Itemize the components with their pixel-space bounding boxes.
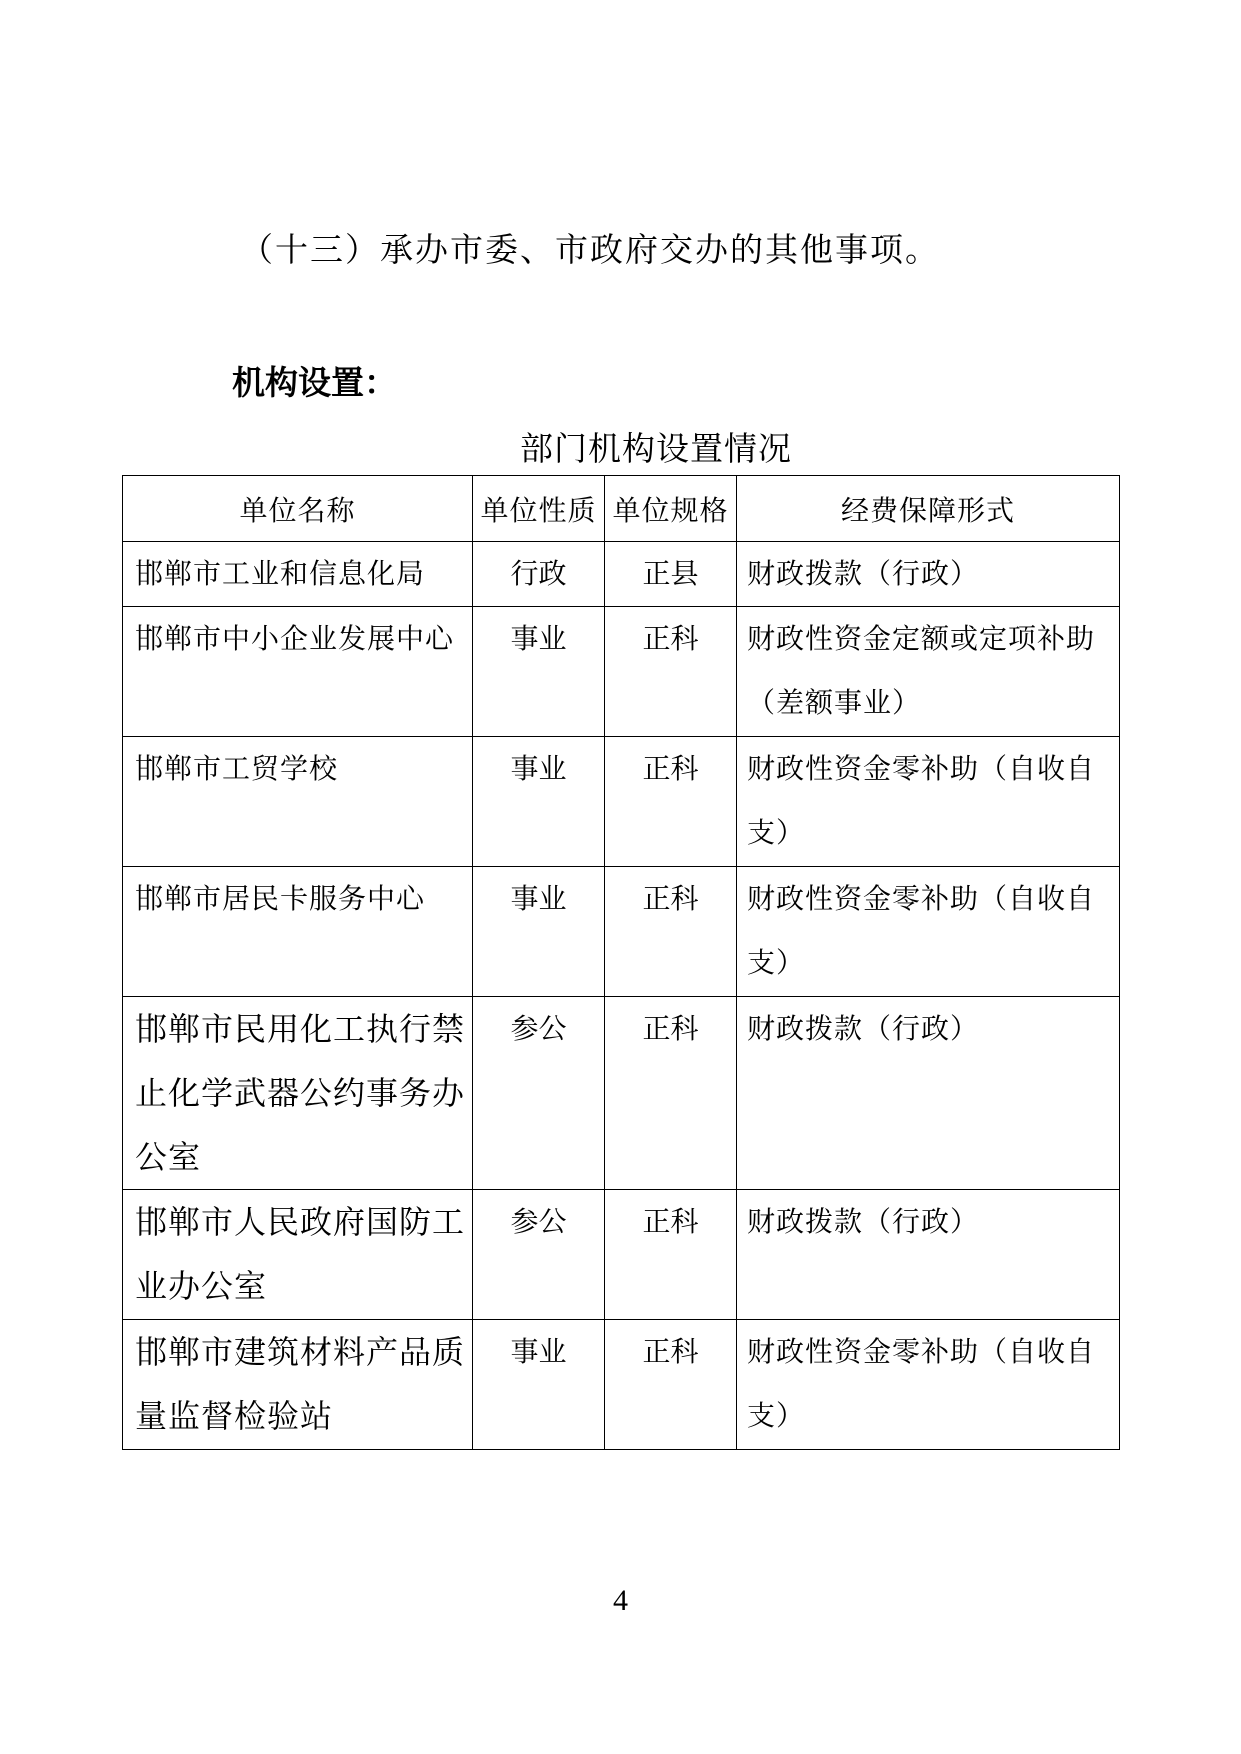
unit-name: 邯郸市民用化工执行禁止化学武器公约事务办公室 — [135, 1010, 466, 1176]
unit-level: 正科 — [642, 752, 699, 785]
unit-nature: 事业 — [510, 622, 567, 655]
unit-nature: 事业 — [510, 1335, 567, 1368]
header-unit-name: 单位名称 — [123, 476, 473, 542]
unit-level: 正科 — [642, 1012, 699, 1045]
table-row — [123, 1320, 1120, 1450]
unit-level: 正科 — [642, 882, 699, 915]
unit-nature: 参公 — [510, 1205, 567, 1238]
table-row — [123, 542, 1120, 607]
table-caption: 部门机构设置情况 — [520, 429, 792, 468]
table-row — [123, 867, 1120, 997]
table-row — [123, 1190, 1120, 1320]
funding-form: 财政拨款（行政） — [747, 557, 980, 590]
unit-nature: 事业 — [510, 752, 567, 785]
table-row — [123, 997, 1120, 1190]
section-heading: 机构设置： — [232, 363, 397, 402]
org-structure-table — [122, 475, 1120, 1450]
funding-form: 财政拨款（行政） — [747, 1012, 980, 1045]
funding-form: 财政性资金零补助（自收自支） — [747, 882, 1096, 979]
unit-level: 正科 — [642, 1335, 699, 1368]
unit-nature: 参公 — [510, 1012, 567, 1045]
unit-name: 邯郸市居民卡服务中心 — [135, 882, 426, 915]
funding-form: 财政性资金零补助（自收自支） — [747, 1335, 1096, 1432]
unit-name: 邯郸市中小企业发展中心 — [135, 622, 455, 655]
unit-level: 正县 — [642, 557, 699, 590]
body-paragraph: （十三）承办市委、市政府交办的其他事项。 — [240, 230, 940, 269]
unit-name: 邯郸市工业和信息化局 — [135, 557, 426, 590]
table-row — [123, 737, 1120, 867]
funding-form: 财政性资金定额或定项补助（差额事业） — [747, 622, 1096, 719]
header-funding-form: 经费保障形式 — [737, 476, 1120, 542]
header-unit-level: 单位规格 — [605, 476, 737, 542]
unit-name: 邯郸市人民政府国防工业办公室 — [135, 1203, 466, 1305]
unit-nature: 行政 — [510, 557, 567, 590]
funding-form: 财政性资金零补助（自收自支） — [747, 752, 1096, 849]
unit-level: 正科 — [642, 622, 699, 655]
header-unit-nature: 单位性质 — [473, 476, 605, 542]
unit-nature: 事业 — [510, 882, 567, 915]
page-number: 4 — [613, 1584, 628, 1617]
table-row — [123, 607, 1120, 737]
unit-name: 邯郸市工贸学校 — [135, 752, 339, 785]
table-header-row — [123, 476, 1120, 542]
funding-form: 财政拨款（行政） — [747, 1205, 980, 1238]
unit-level: 正科 — [642, 1205, 699, 1238]
unit-name: 邯郸市建筑材料产品质量监督检验站 — [135, 1333, 466, 1435]
